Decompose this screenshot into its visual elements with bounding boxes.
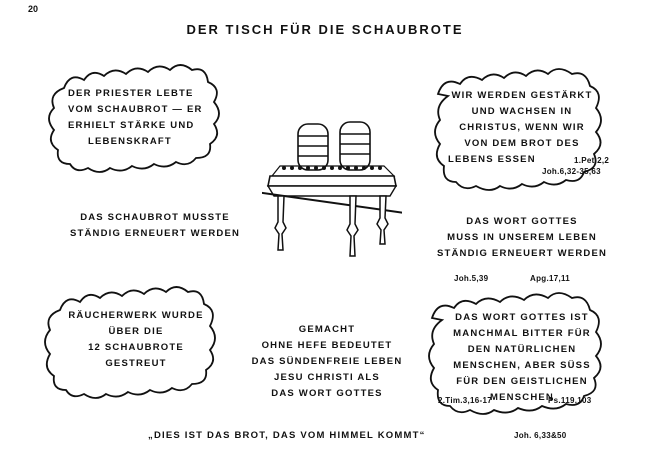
cloud-bottom-right-line: MENSCHEN <box>490 392 554 403</box>
cloud-bottom-left-line: ÜBER DIE <box>108 326 164 337</box>
cloud-bottom-right-line: DEN NATÜRLICHEN <box>467 344 577 355</box>
cloud-bottom-right-ref: 2.Tim.3,16-17 <box>438 396 493 405</box>
cloud-top-right <box>426 72 622 190</box>
center-text-line: OHNE HEFE BEDEUTET <box>261 340 393 351</box>
cloud-top-right-line: LEBENS ESSEN <box>448 154 536 165</box>
left-text-line: STÄNDIG ERNEUERT WERDEN <box>69 228 241 239</box>
right-text <box>422 214 622 262</box>
cloud-top-left-line: LEBENSKRAFT <box>88 136 172 147</box>
cloud-bottom-left-line: GESTREUT <box>105 358 167 369</box>
cloud-top-right-line: WIR WERDEN GESTÄRKT <box>451 90 593 101</box>
footer-ref: Joh. 6,33&50 <box>514 431 567 440</box>
right-text-ref: Joh.5,39 <box>454 274 489 283</box>
left-text-line: DAS SCHAUBROT MUSSTE <box>80 212 230 223</box>
right-text-ref: Apg.17,11 <box>530 274 571 283</box>
cloud-top-right-line: VON DEM BROT DES <box>464 138 580 149</box>
cloud-bottom-right-line: MENSCHEN, ABER SÜSS <box>453 360 591 371</box>
cloud-top-right-ref: 1.Pet.2,2 <box>574 156 610 165</box>
right-text-line: MUSS IN UNSEREM LEBEN <box>447 232 597 243</box>
cloud-top-right-line: CHRISTUS, WENN WIR <box>459 122 585 133</box>
right-text-line: DAS WORT GOTTES <box>466 216 578 227</box>
cloud-bottom-right-line: MANCHMAL BITTER FÜR <box>453 328 591 339</box>
cloud-bottom-right <box>420 296 624 416</box>
right-text-line: STÄNDIG ERNEUERT WERDEN <box>436 248 608 259</box>
cloud-top-right-ref: Joh.6,32-35,63 <box>542 167 601 176</box>
cloud-top-left-line: VOM SCHAUBROT — ER <box>68 104 203 115</box>
cloud-bottom-right-ref: Ps.119,103 <box>548 396 592 405</box>
center-text-line: GEMACHT <box>298 324 356 335</box>
page-title: DER TISCH FÜR DIE SCHAUBROTE <box>186 22 464 37</box>
center-text-line: DAS WORT GOTTES <box>271 388 383 399</box>
cloud-bottom-left-line: 12 SCHAUBROTE <box>88 342 184 353</box>
center-text-line: DAS SÜNDENFREIE LEBEN <box>251 356 403 367</box>
table-of-showbread-icon <box>262 110 402 265</box>
page-number: 20 <box>28 4 39 14</box>
cloud-top-left <box>54 68 226 170</box>
cloud-bottom-left-line: RÄUCHERWERK WURDE <box>68 310 204 321</box>
center-text-line: JESU CHRISTI ALS <box>274 372 380 383</box>
cloud-bottom-right-line: DAS WORT GOTTES IST <box>455 312 589 323</box>
footer-quote: „DIES IST DAS BROT, DAS VOM HIMMEL KOMMT“ <box>148 430 426 441</box>
cloud-top-left-line: ERHIELT STÄRKE UND <box>68 120 195 131</box>
left-text <box>60 210 250 242</box>
cloud-bottom-left <box>50 288 222 398</box>
center-text <box>232 322 422 402</box>
cloud-bottom-right-line: FÜR DEN GEISTLICHEN <box>456 376 588 387</box>
cloud-top-right-line: UND WACHSEN IN <box>471 106 573 117</box>
cloud-top-left-line: DER PRIESTER LEBTE <box>68 88 194 99</box>
